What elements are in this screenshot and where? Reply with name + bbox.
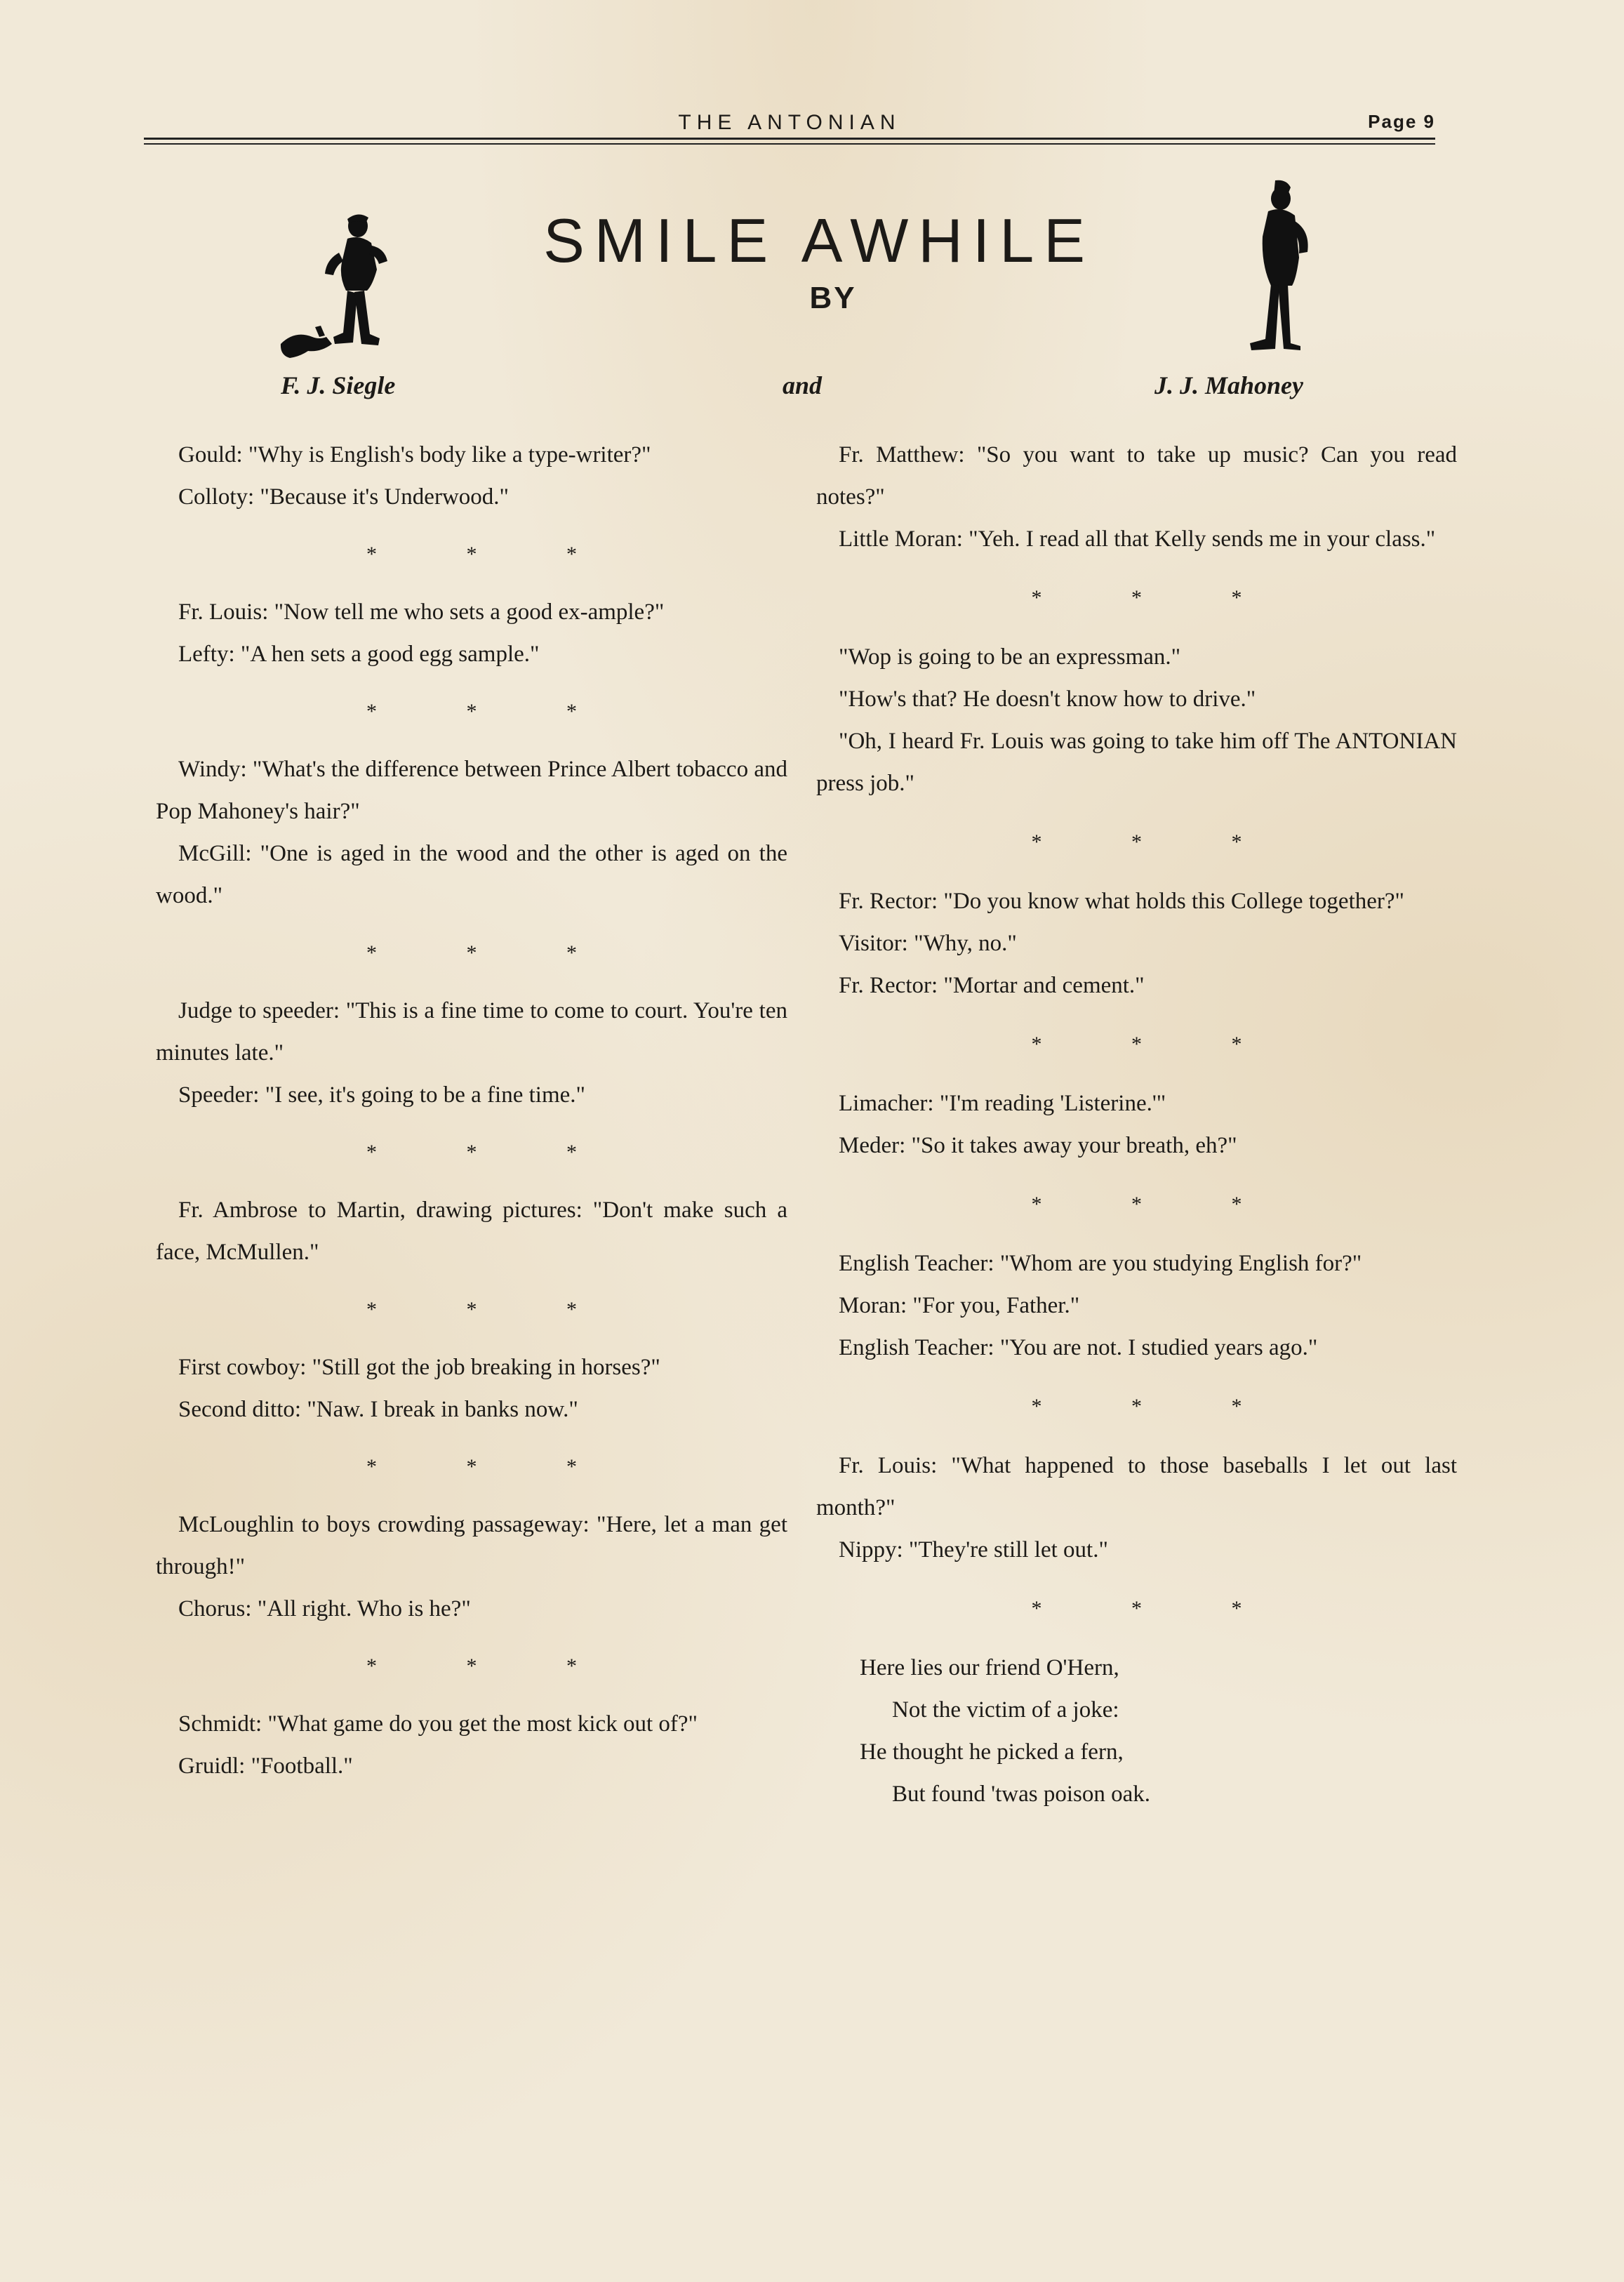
joke-line: McLoughlin to boys crowding passageway: "Here, let a man get through!" [156,1512,787,1579]
page-title: SMILE AWHILE [543,206,1095,275]
header-rule-secondary [144,143,1435,145]
joke [156,1703,787,1787]
joke-line: Limacher: "I'm reading 'Listerine.'" [839,1091,1166,1116]
joke-line: English Teacher: "You are not. I studied years ago." [839,1335,1318,1360]
joke-separator: * * * [366,1141,619,1164]
joke-separator: * * * [366,1654,619,1678]
joke [156,1189,787,1273]
left-column [156,434,787,1787]
joke-line: English Teacher: "Whom are you studying English for?" [839,1251,1362,1276]
joke-separator: * * * [366,1455,619,1478]
joke-separator: * * * [366,1298,619,1321]
joke-separator: * * * [1031,1193,1284,1216]
joke-line: Moran: "For you, Father." [839,1293,1080,1318]
joke [816,636,1457,804]
joke [156,1346,787,1431]
joke-line: Second ditto: "Naw. I break in banks now." [178,1397,578,1422]
joke-line: Fr. Louis: "What happened to those baseballs I let out last month?" [816,1453,1457,1520]
joke-separator: * * * [1031,830,1284,854]
page-number: Page 9 [1368,111,1435,132]
poem-line: Here lies our friend O'Hern, [860,1655,1119,1680]
joke-line: First cowboy: "Still got the job breaking in horses?" [178,1355,660,1380]
joke-separator: * * * [1031,1033,1284,1056]
joke-line: "Oh, I heard Fr. Louis was going to take him off The ANTONIAN press job." [816,729,1457,796]
joke [156,1504,787,1630]
joke-separator: * * * [366,700,619,723]
joke-line: Chorus: "All right. Who is he?" [178,1596,471,1621]
joke-line: "Wop is going to be an expressman." [839,644,1181,670]
joke-line: Fr. Ambrose to Martin, drawing pictures: "Don't make such a face, McMullen." [156,1198,787,1265]
byline-label: BY [809,281,857,315]
joke-line: Visitor: "Why, no." [839,931,1017,956]
joke-line: Colloty: "Because it's Underwood." [178,484,509,510]
epitaph-poem [816,1647,1457,1815]
joke-line: Meder: "So it takes away your breath, eh?" [839,1133,1237,1158]
joke [156,990,787,1116]
joke-separator: * * * [1031,586,1284,609]
author-conjunction: and [783,371,823,399]
joke-line: Nippy: "They're still let out." [839,1537,1108,1563]
joke [816,880,1457,1007]
joke [816,1082,1457,1167]
joke [156,434,787,518]
right-column [816,434,1457,1815]
joke-line: Fr. Louis: "Now tell me who sets a good ex-ample?" [178,599,665,625]
joke-line: Little Moran: "Yeh. I read all that Kelly sends me in your class." [839,526,1436,552]
author-right: J. J. Mahoney [1154,371,1304,399]
poem-line: But found 'twas poison oak. [892,1782,1151,1807]
poem-line: Not the victim of a joke: [892,1697,1119,1723]
journal-name: THE ANTONIAN [678,111,901,134]
joke [816,434,1457,560]
joke-separator: * * * [366,941,619,964]
joke-line: Lefty: "A hen sets a good egg sample." [178,642,540,667]
joke [816,1445,1457,1571]
author-left: F. J. Siegle [281,371,396,399]
joke-line: Speeder: "I see, it's going to be a fine time." [178,1082,585,1108]
joke-line: McGill: "One is aged in the wood and the other is aged on the wood." [156,841,787,908]
running-head [144,111,1435,139]
header-rule [144,138,1435,140]
joke [156,748,787,917]
poem-line: He thought he picked a fern, [860,1739,1124,1765]
joke-line: Fr. Matthew: "So you want to take up music? Can you read notes?" [816,442,1457,510]
joke [816,1242,1457,1369]
joke-line: "How's that? He doesn't know how to drive." [839,686,1256,712]
joke-line: Gruidl: "Football." [178,1753,353,1779]
joke-separator: * * * [1031,1597,1284,1620]
joke-line: Fr. Rector: "Mortar and cement." [839,973,1145,998]
joke-line: Schmidt: "What game do you get the most kick out of?" [178,1711,698,1737]
joke-line: Gould: "Why is English's body like a type-writer?" [178,442,651,467]
joke-line: Fr. Rector: "Do you know what holds this College together?" [839,889,1405,914]
joke-line: Windy: "What's the difference between Prince Albert tobacco and Pop Mahoney's hair?" [156,757,787,824]
joke-line: Judge to speeder: "This is a fine time to come to court. You're ten minutes late." [156,998,787,1066]
joke-separator: * * * [366,543,619,566]
joke [156,591,787,675]
joke-separator: * * * [1031,1395,1284,1418]
